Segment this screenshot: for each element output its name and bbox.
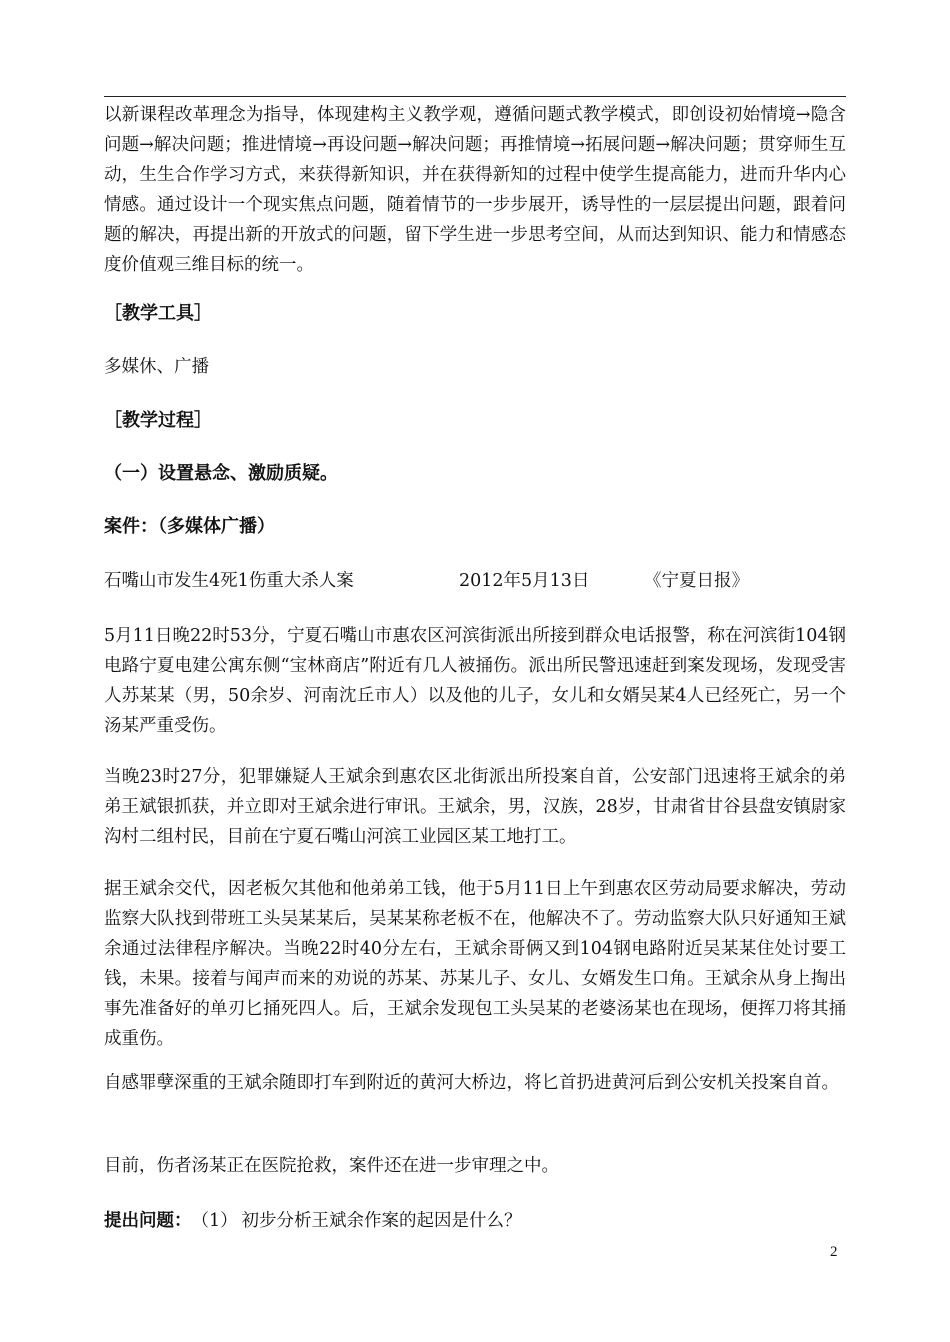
case-paragraph-5: 目前，伤者汤某正在医院抢救，案件还在进一步审理之中。 [104, 1156, 559, 1176]
intro-paragraph: 以新课程改革理念为指导，体现建构主义教学观，遵循问题式教学模式，即创设初始情境→隐含问题→解决问题；推进情境→再设问题→解决问题；再推情境→拓展问题→解决问题；贯穿师生互动，生生合作学习方式，来获得新知识，并在获得新知的过程中使学生提高能力，进而升华内心情感。通过设计一个现实焦点问题，随着情节的一步步展开，诱导性的一层层提出问题，跟着问题的解决，再提出新的开放式的问题，留下学生进一步思考空间，从而达到知识、能力和情感态度价值观三维目标的统一。 [104, 105, 846, 275]
news-title: 石嘴山市发生4死1伤重大杀人案 [104, 571, 354, 591]
news-source-line [104, 566, 846, 596]
news-date: 2012年5月13日 [459, 571, 590, 591]
case-paragraph-1: 5月11日晚22时53分，宁夏石嘴山市惠农区河滨街派出所接到群众电话报警，称在河滨街104钢电路宁夏电建公寓东侧“宝林商店”附近有几人被捅伤。派出所民警迅速赶到案发现场，发现受害人苏某某（男，50余岁、河南沈丘市人）以及他的儿子，女儿和女婿吴某4人已经死亡，另一个汤某严重受伤。 [104, 626, 846, 736]
question-line [104, 1206, 846, 1236]
news-source: 《宁夏日报》 [644, 571, 749, 591]
section-one-heading: （一）设置悬念、激励质疑。 [104, 463, 338, 484]
question-text: 初步分析王斌余作案的起因是什么？ [241, 1211, 522, 1231]
tools-text: 多媒休、广播 [104, 357, 209, 377]
question-number: （1） [191, 1211, 238, 1231]
header-rule [104, 96, 846, 97]
process-heading: ［教学过程］ [104, 410, 212, 431]
question-label: 提出问题： [104, 1211, 192, 1231]
tools-heading: ［教学工具］ [104, 303, 212, 324]
case-label: 案件：（多媒体广播） [104, 516, 275, 537]
case-paragraph-3: 据王斌余交代，因老板欠其他和他弟弟工钱，他于5月11日上午到惠农区劳动局要求解决，劳动监察大队找到带班工头吴某某后，吴某某称老板不在，他解决不了。劳动监察大队只好通知王斌余通过法律程序解决。当晚22时40分左右，王斌余哥俩又到104钢电路附近吴某某住处讨要工钱，未果。接着与闻声而来的劝说的苏某、苏某儿子、女儿、女婿发生口角。王斌余从身上掏出事先准备好的单刃匕捅死四人。后，王斌余发现包工头吴某的老婆汤某也在现场，便挥刀将其捅成重伤。 [104, 879, 846, 1049]
page-number: 2 [830, 1244, 838, 1260]
case-paragraph-2: 当晚23时27分，犯罪嫌疑人王斌余到惠农区北街派出所投案自首，公安部门迅速将王斌余的弟弟王斌银抓获，并立即对王斌余进行审讯。王斌余，男，汉族，28岁，甘肃省甘谷县盘安镇尉家沟村二组村民，目前在宁夏石嘴山河滨工业园区某工地打工。 [104, 767, 846, 847]
case-paragraph-4: 自感罪孽深重的王斌余随即打车到附近的黄河大桥边，将匕首扔进黄河后到公安机关投案自首。 [104, 1073, 839, 1093]
